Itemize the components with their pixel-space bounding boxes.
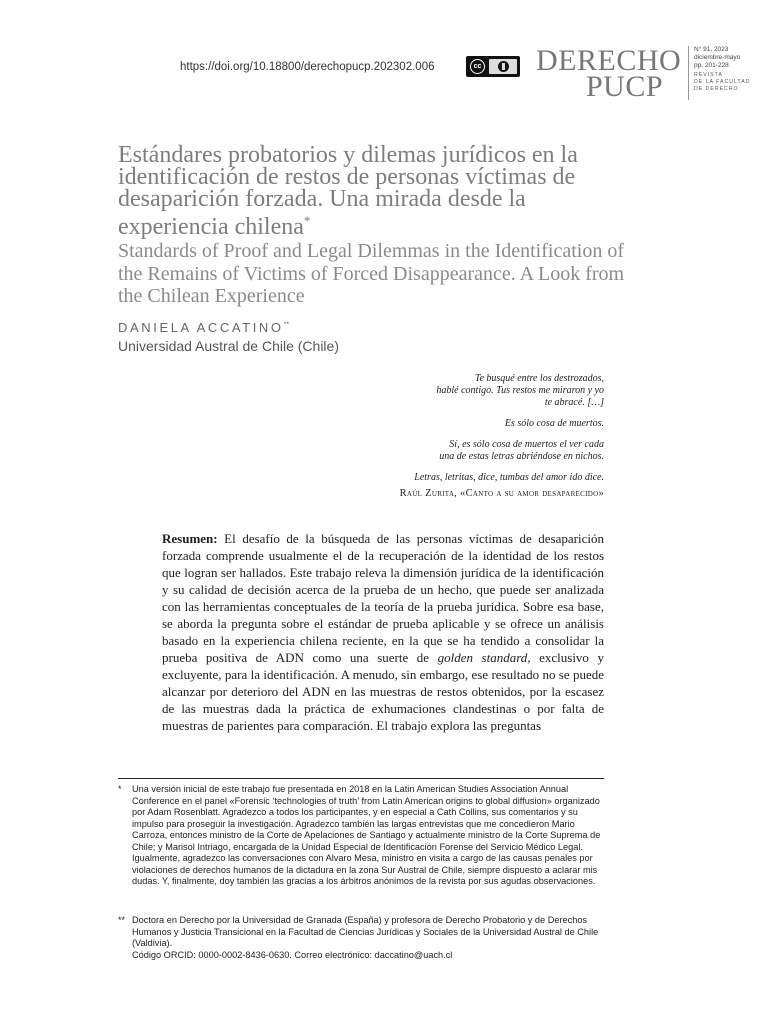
epigraph-stanza: Sí, es sólo cosa de muertos el ver cada una de estas letras abriéndose en nichos.	[439, 438, 604, 463]
title-footnote-mark[interactable]: *	[303, 213, 311, 228]
issue-info	[694, 46, 750, 93]
footnote-1	[118, 784, 604, 888]
footnote-contact[interactable]: Código ORCID: 0000-0002-8436-0630. Correo electrónico: daccatino@uach.cl	[132, 949, 453, 960]
epigraph-attribution: Raúl Zurita, «Canto a su amor desaparecido»	[399, 488, 604, 499]
article-title-spanish: Estándares probatorios y dilemas jurídicos en la identificación de restos de personas víctimas de desaparición forzada. Una mirada desde la experiencia chilena*	[118, 142, 578, 240]
by-attribution-icon	[489, 59, 517, 74]
footnote-2	[118, 915, 604, 961]
author-affiliation: Universidad Austral de Chile (Chile)	[118, 338, 339, 354]
abstract-label: Resumen:	[162, 531, 218, 546]
journal-logo-derecho: DERECHO	[536, 44, 682, 77]
article-title-english: Standards of Proof and Legal Dilemmas in the Identification of the Remains of Victims of Forced Disappearance. A Look from the Chilean Experience	[118, 240, 625, 307]
author-footnote-mark[interactable]: **	[283, 321, 290, 329]
epigraph-stanza: Letras, letritas, dice, tumbas del amor ido dice.	[414, 471, 604, 483]
abstract-emphasis: golden standard	[437, 650, 528, 665]
epigraph-stanza: Te busqué entre los destrozados, hablé contigo. Tus restos me miraron y yo te abracé. […]	[436, 373, 604, 409]
footnote-mark: **	[118, 915, 126, 925]
author-name: DANIELA ACCATINO**	[118, 320, 290, 335]
cc-by-icon[interactable]	[466, 56, 520, 77]
doi-link[interactable]: https://doi.org/10.18800/derechopucp.202302.006	[180, 61, 435, 73]
abstract: Resumen: El desafío de la búsqueda de las personas víctimas de desaparición forzada comprende usualmente el de la recuperación de la identidad de los restos que logran ser hallados. Este trabajo releva la dimensión jurídica de la identificación y su calidad de decisión acerca de la prueba de un hecho, que puede ser analizada con las herramientas conceptuales de la teoría de la prueba jurídica. Sobre esa base, se aborda la pregunta sobre el estándar de prueba aplicable y se ofrece un análisis basado en la experiencia chilena reciente, en la que se ha tendido a consolidar la prueba positiva de ADN como una suerte de golden standard, exclusivo y excluyente, para la identificación. A menudo, sin embargo, ese resultado no se puede alcanzar por deterioro del ADN en las muestras de restos obtenidos, por la escasez de las muestras dada la práctica de exhumaciones clandestinas o por falta de muestras de parientes para comparación. El trabajo explora las preguntas	[162, 531, 604, 733]
epigraph-stanza: Es sólo cosa de muertos.	[504, 418, 604, 430]
footnote-text: Doctora en Derecho por la Universidad de Granada (España) y profesora de Derecho Probatorio y de Derechos Humanos y Justicia Transicional en la Facultad de Ciencias Jurídicas y Sociales de la Universidad Austral de Chile (Valdivia).	[132, 915, 599, 948]
issue-pages: pp. 201-228	[694, 62, 729, 69]
footnote-text: Una versión inicial de este trabajo fue presentada en 2018 en la Latin American Studies Association Annual Conference en el panel «Forensic ‘technologies of truth’ from Latin American origins to global diffusion» organizado por Adam Rosenblatt. Agradezco a todos los participantes, y en especial a Cath Collins, sus comentarios y su impulso para proseguir la investigación. Agradezco también las largas entrevistas que me concedieron Mario Carroza, entonces ministro de la Corte de Apelaciones de Santiago y actualmente ministro de la Corte Suprema de Chile; y Marisol Intriago, encargada de la Unidad Especial de Identificación Forense del Servicio Médico Legal. Igualmente, agradezco las conversaciones con Alvaro Mesa, ministro en visita a cargo de las causas penales por violaciones de derechos humanos de la dictadura en la zona Sur Austral de Chile, siempre dispuesto a aclarar mis dudas. Y, finalmente, doy también las gracias a los árbitros anónimos de la revista por sus agudas observaciones.	[132, 784, 601, 886]
journal-logo-pucp: PUCP	[586, 70, 664, 103]
epigraph	[360, 373, 604, 492]
footnote-mark: *	[118, 784, 122, 794]
footnote-divider	[118, 778, 604, 779]
cc-icon: cc	[470, 59, 485, 74]
header-divider	[688, 46, 689, 100]
issue-period: diciembre-mayo	[694, 54, 741, 61]
issue-number: N° 91, 2023	[694, 46, 729, 53]
revista-label: REVISTA DE LA FACULTAD DE DERECHO	[694, 72, 751, 92]
